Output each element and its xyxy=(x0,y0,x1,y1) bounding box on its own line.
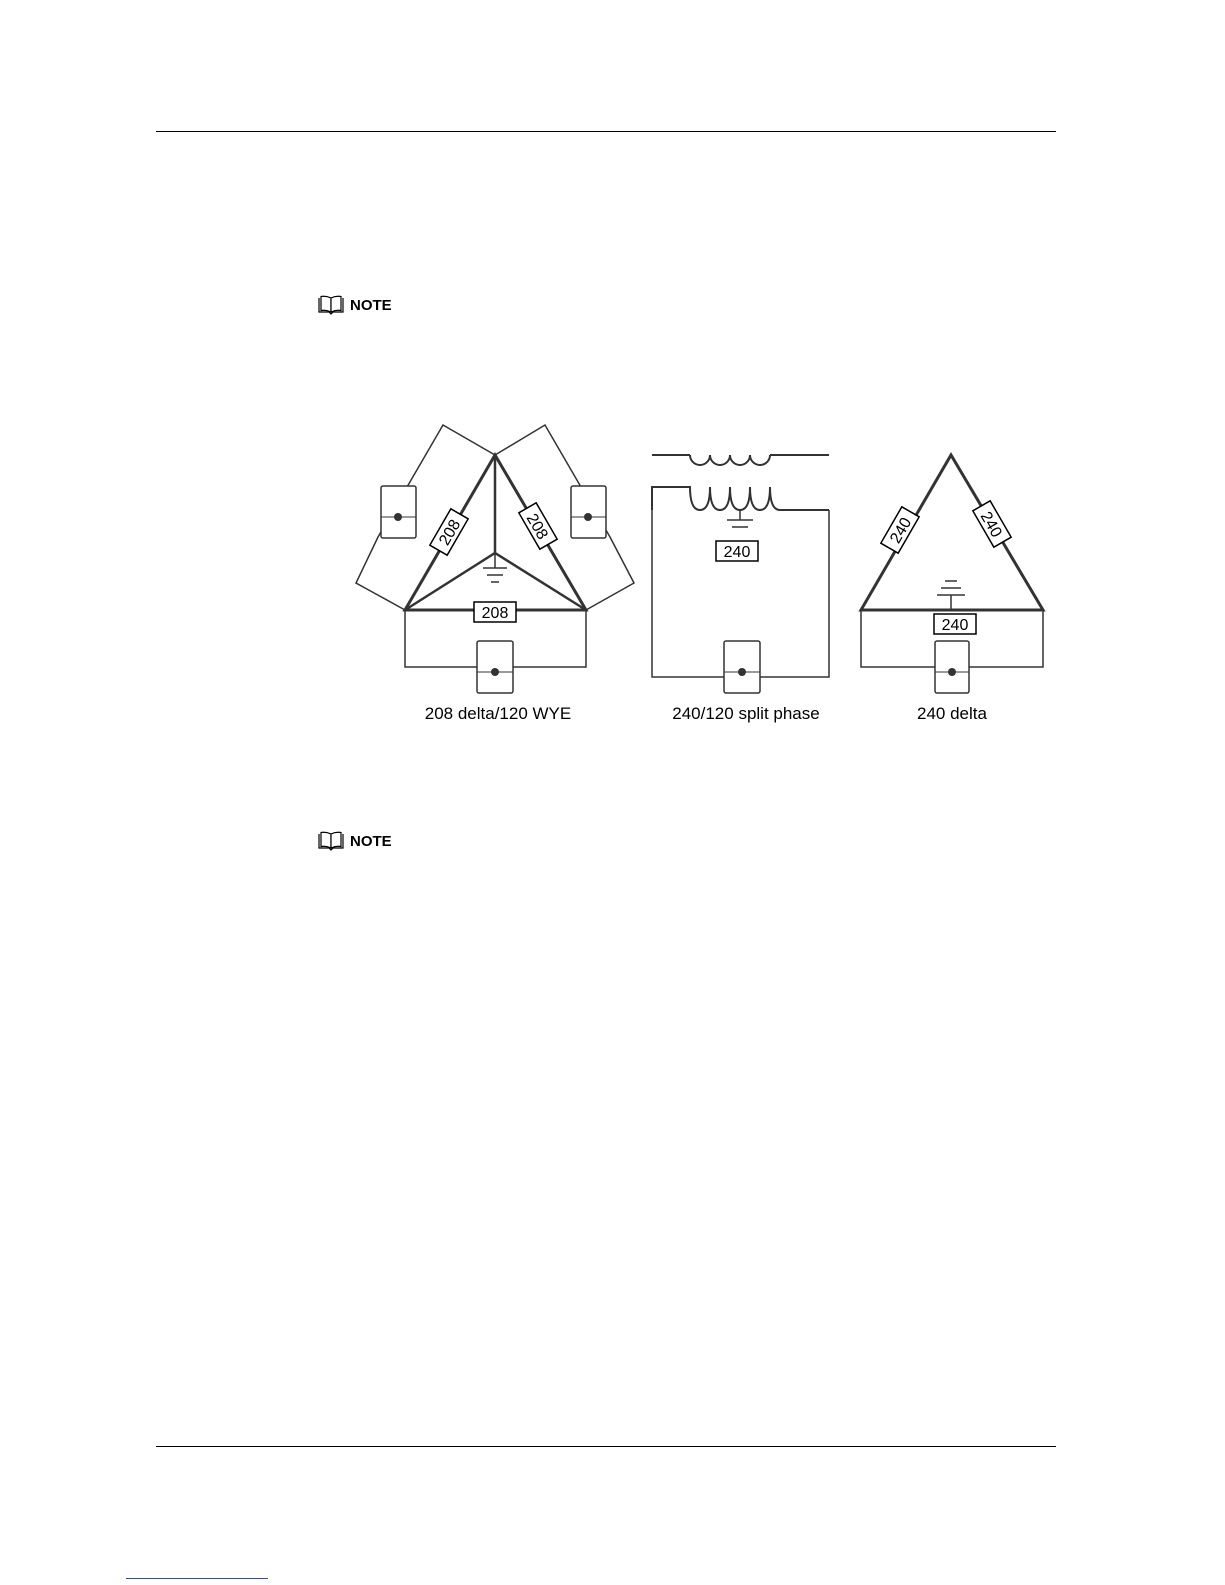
wye-diagram xyxy=(356,425,634,667)
svg-text:208: 208 xyxy=(481,605,509,622)
svg-text:208: 208 xyxy=(522,510,551,543)
svg-text:240: 240 xyxy=(723,544,751,561)
split-phase-voltage xyxy=(716,541,758,561)
footer-link-underline xyxy=(126,1578,268,1579)
svg-text:208: 208 xyxy=(436,516,465,549)
wye-inverter-bottom xyxy=(477,641,513,693)
note-label: NOTE xyxy=(350,296,392,314)
delta-voltage-right xyxy=(973,501,1011,547)
grid-connection-diagram xyxy=(0,0,1225,760)
footer-rule xyxy=(156,1446,1056,1447)
split-phase-inverter xyxy=(724,641,760,693)
wye-voltage-left xyxy=(430,509,468,555)
delta-inverter xyxy=(935,641,969,693)
delta-diagram xyxy=(861,455,1043,667)
caption-wye: 208 delta/120 WYE xyxy=(424,704,572,723)
note-label: NOTE xyxy=(350,832,392,850)
note-callout-2 xyxy=(318,831,392,851)
caption-split-phase: 240/120 split phase xyxy=(672,704,820,723)
wye-voltage-right xyxy=(519,503,557,549)
wye-inverter-right xyxy=(571,486,606,538)
book-icon xyxy=(318,831,344,851)
wye-voltage-bottom xyxy=(474,602,516,622)
delta-voltage-bottom xyxy=(934,614,976,634)
caption-delta: 240 delta xyxy=(917,704,987,723)
svg-text:240: 240 xyxy=(941,617,969,634)
wye-inverter-left xyxy=(381,486,416,538)
svg-text:240: 240 xyxy=(887,514,916,547)
delta-voltage-left xyxy=(881,507,919,553)
svg-text:240: 240 xyxy=(976,508,1005,541)
